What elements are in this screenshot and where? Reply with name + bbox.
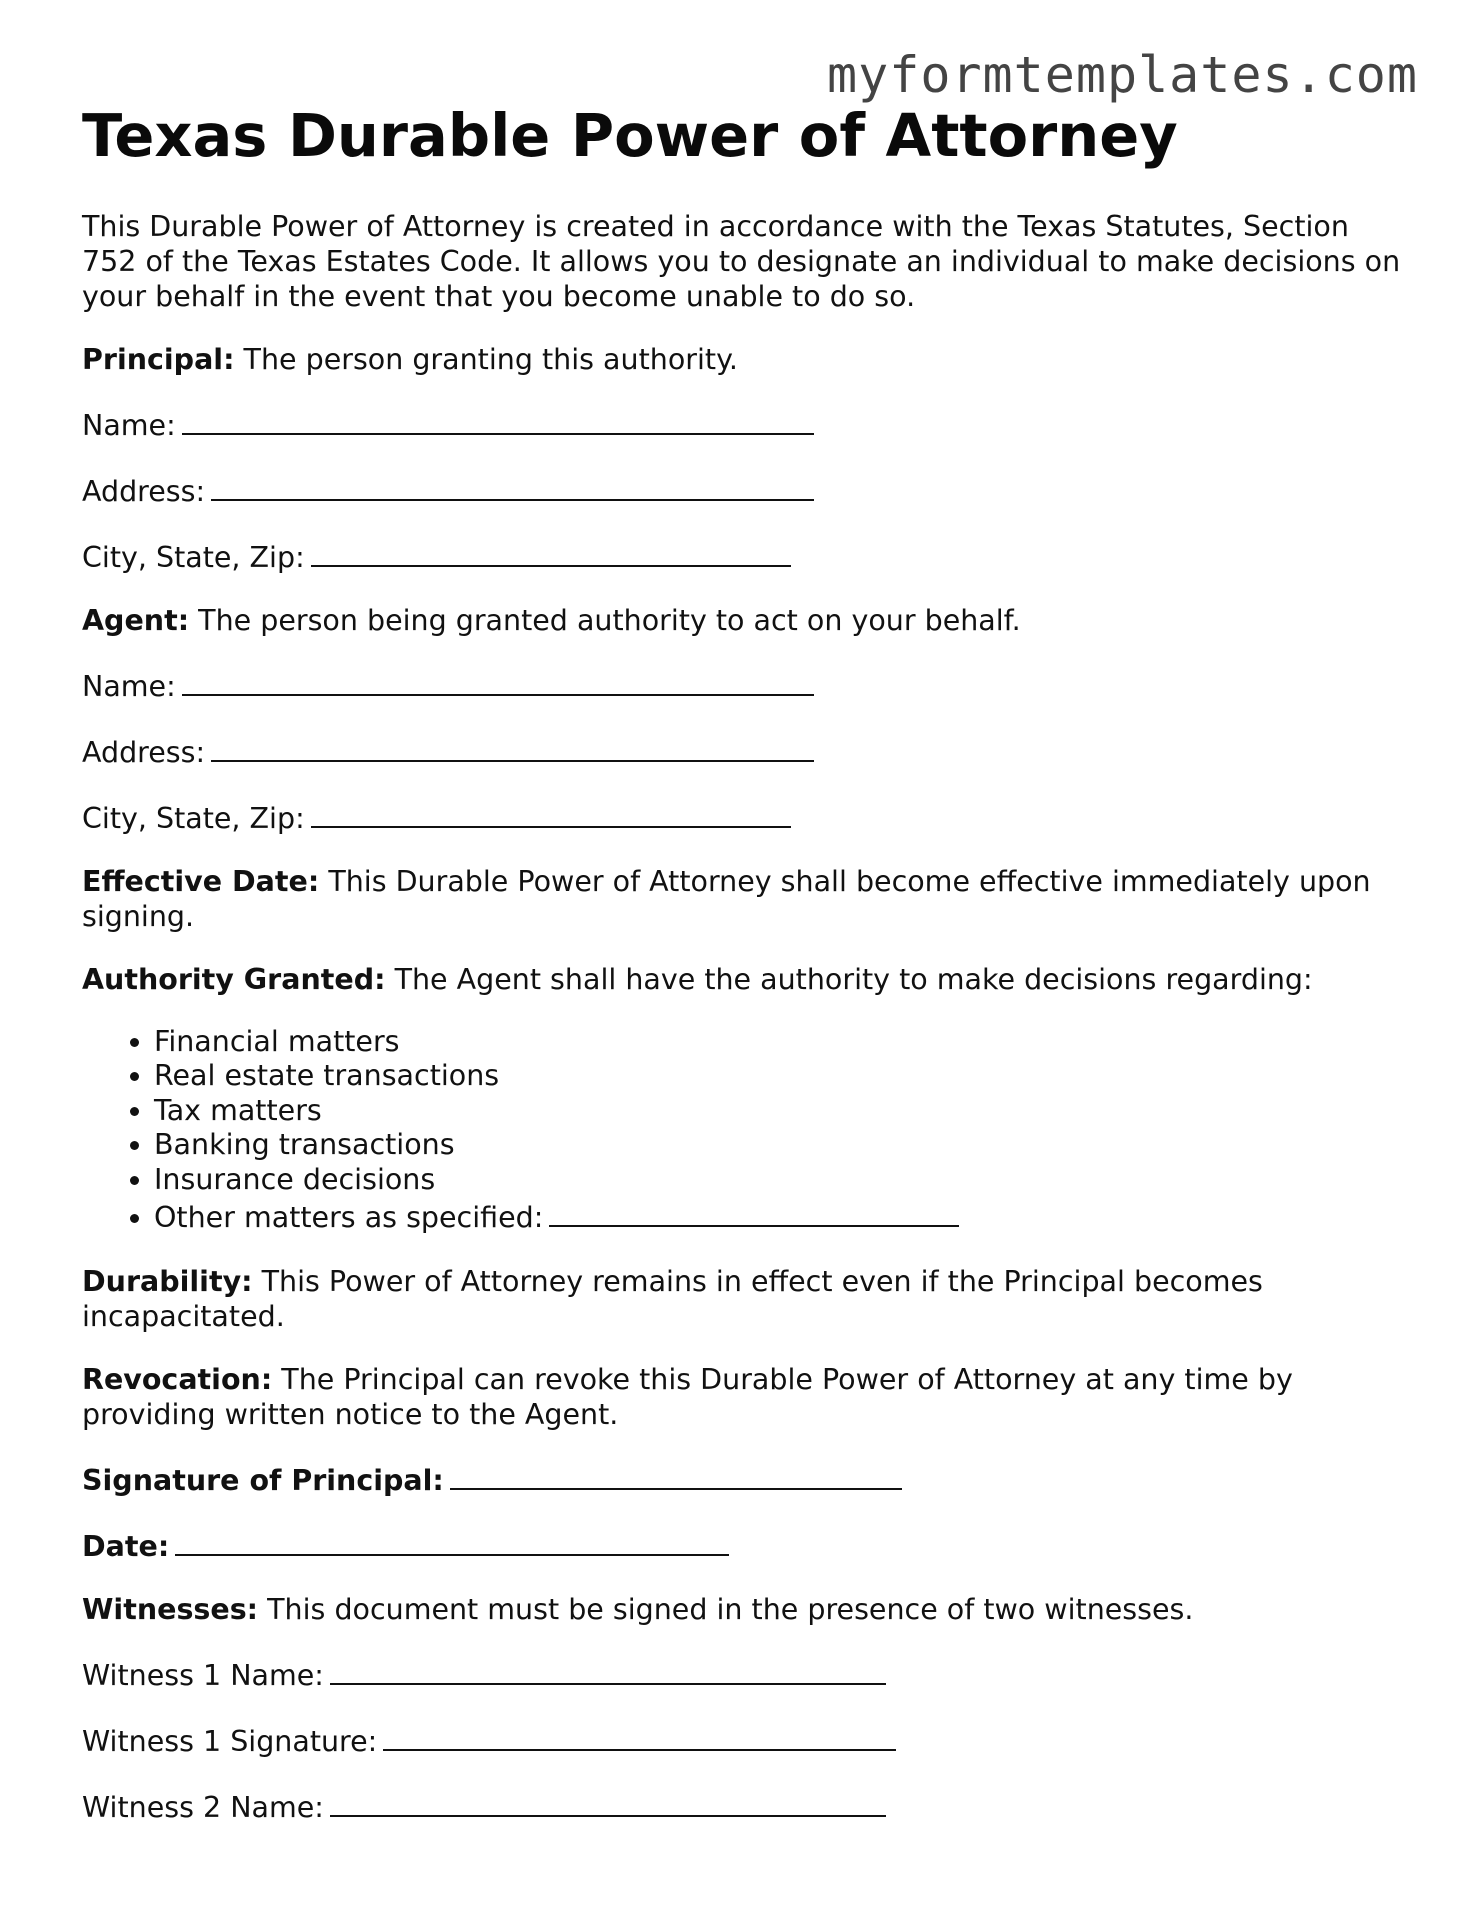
witness1-name-label: Witness 1 Name:	[82, 1658, 324, 1692]
principal-section	[82, 342, 1412, 377]
document-page	[82, 101, 1412, 1825]
date-label: Date:	[82, 1529, 170, 1563]
agent-city-field	[82, 798, 1412, 836]
list-item-other	[154, 1197, 1412, 1236]
authority-heading: Authority Granted:	[82, 962, 386, 996]
authority-text: The Agent shall have the authority to make decisions regarding:	[394, 962, 1313, 996]
witness2-name-label: Witness 2 Name:	[82, 1790, 324, 1824]
revocation-text: The Principal can revoke this Durable Power of Attorney at any time by providing written notice to the Agent.	[82, 1362, 1293, 1431]
witness1-name-field	[82, 1655, 1412, 1693]
agent-city-label: City, State, Zip:	[82, 801, 305, 835]
principal-description: The person granting this authority.	[243, 342, 738, 376]
principal-address-field	[82, 471, 1412, 509]
authority-section	[82, 962, 1412, 997]
witnesses-heading: Witnesses:	[82, 1592, 259, 1626]
principal-address-label: Address:	[82, 474, 206, 508]
principal-name-blank[interactable]	[182, 405, 814, 435]
durability-text: This Power of Attorney remains in effect even if the Principal becomes incapacitated.	[82, 1264, 1263, 1333]
witness1-signature-field	[82, 1721, 1412, 1759]
date-field	[82, 1526, 1412, 1564]
principal-name-field	[82, 405, 1412, 443]
revocation-heading: Revocation:	[82, 1362, 273, 1396]
principal-signature-field	[82, 1460, 1412, 1498]
witness2-name-blank[interactable]	[330, 1787, 886, 1817]
list-item: • Financial matters	[154, 1025, 1412, 1060]
effective-date-section	[82, 864, 1412, 934]
principal-city-blank[interactable]	[311, 537, 791, 567]
principal-name-label: Name:	[82, 408, 176, 442]
witness1-signature-blank[interactable]	[383, 1721, 896, 1751]
principal-address-blank[interactable]	[211, 471, 814, 501]
agent-address-label: Address:	[82, 735, 206, 769]
list-item: • Insurance decisions	[154, 1163, 1412, 1198]
agent-name-blank[interactable]	[182, 666, 814, 696]
agent-name-label: Name:	[82, 669, 176, 703]
list-item: • Tax matters	[154, 1094, 1412, 1129]
witness2-name-field	[82, 1787, 1412, 1825]
principal-signature-blank[interactable]	[450, 1460, 902, 1490]
principal-city-label: City, State, Zip:	[82, 540, 305, 574]
agent-description: The person being granted authority to act on your behalf.	[198, 603, 1021, 637]
principal-heading: Principal:	[82, 342, 235, 376]
durability-heading: Durability:	[82, 1264, 253, 1298]
intro-paragraph: This Durable Power of Attorney is created in accordance with the Texas Statutes, Section 752 of the Texas Estates Code. It allows you to designate an individual to make decisions on your behalf in the event that you become unable to do so.	[82, 209, 1401, 313]
authority-list	[82, 1025, 1412, 1236]
site-watermark: myformtemplates.com	[827, 46, 1418, 104]
page-title: Texas Durable Power of Attorney	[82, 101, 1178, 170]
revocation-section	[82, 1362, 1412, 1432]
date-blank[interactable]	[175, 1526, 729, 1556]
other-matters-label: Other matters as specified:	[154, 1201, 544, 1235]
principal-city-field	[82, 537, 1412, 575]
witness1-signature-label: Witness 1 Signature:	[82, 1724, 378, 1758]
witnesses-text: This document must be signed in the presence of two witnesses.	[267, 1592, 1194, 1626]
durability-section	[82, 1264, 1412, 1334]
witness1-name-blank[interactable]	[330, 1655, 886, 1685]
other-matters-blank[interactable]	[549, 1197, 959, 1227]
agent-address-blank[interactable]	[211, 732, 814, 762]
agent-address-field	[82, 732, 1412, 770]
list-item: • Real estate transactions	[154, 1059, 1412, 1094]
agent-name-field	[82, 666, 1412, 704]
agent-heading: Agent:	[82, 603, 190, 637]
agent-section	[82, 603, 1412, 638]
agent-city-blank[interactable]	[311, 798, 791, 828]
witnesses-section	[82, 1592, 1412, 1627]
effective-date-text: This Durable Power of Attorney shall become effective immediately upon signing.	[82, 864, 1371, 933]
principal-signature-label: Signature of Principal:	[82, 1463, 444, 1497]
list-item: • Banking transactions	[154, 1128, 1412, 1163]
effective-date-heading: Effective Date:	[82, 864, 320, 898]
